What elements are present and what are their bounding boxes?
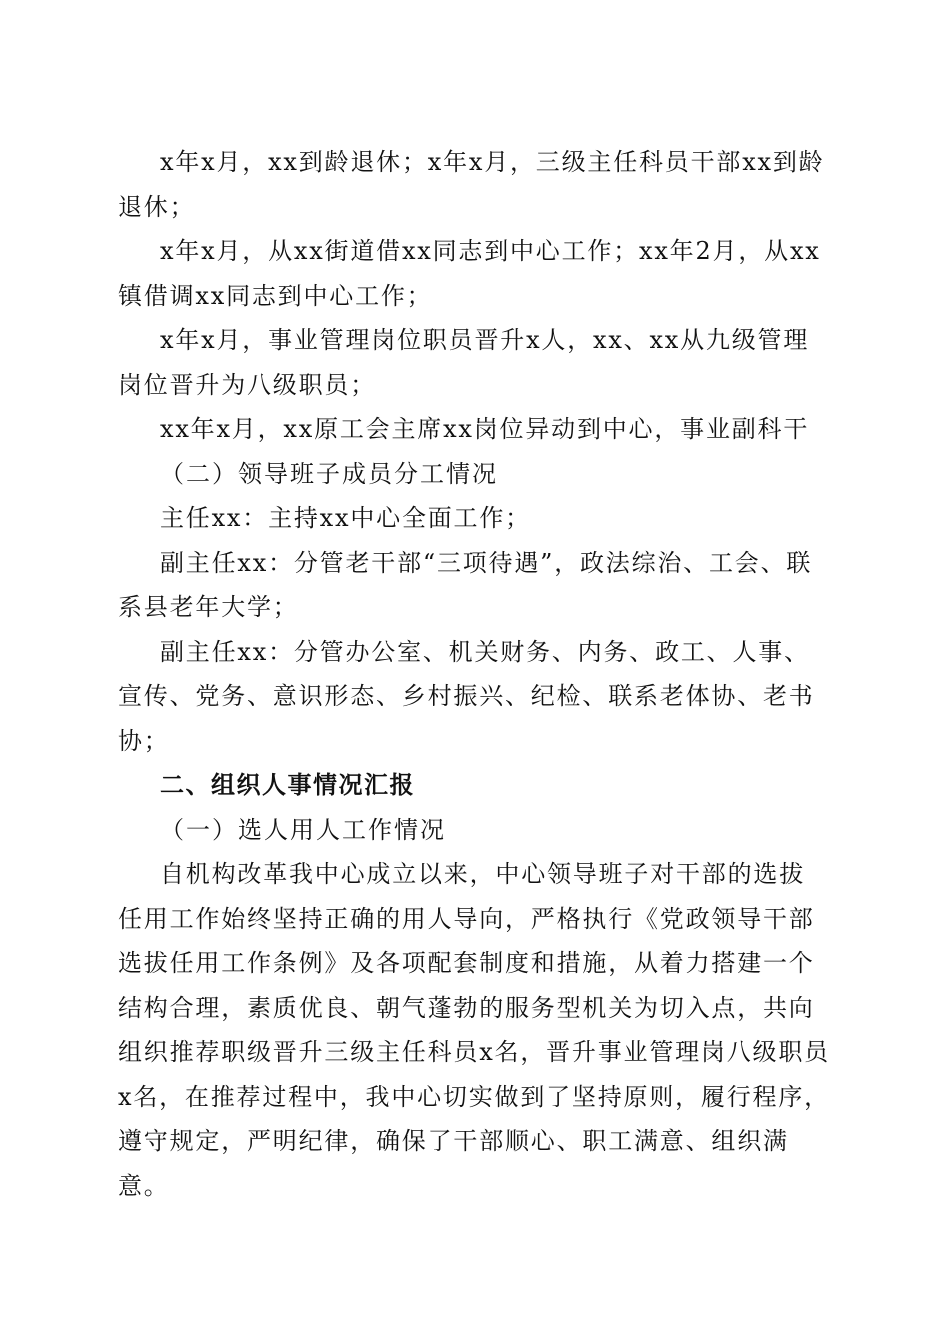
paragraph-deputy-director-1-duties: 副主任xx：分管老干部“三项待遇”，政法综治、工会、联系县老年大学； — [118, 548, 813, 621]
paragraph-secondment: x年x月，从xx街道借xx同志到中心工作；xx年2月，从xx镇借调xx同志到中心工作； — [118, 237, 821, 310]
subheading-selection-appointment: （一）选人用人工作情况 — [160, 815, 446, 844]
paragraph-transfer: xx年x月，xx原工会主席xx岗位异动到中心，事业副科干 — [160, 415, 810, 443]
section-heading-personnel-report: 二、组织人事情况汇报 — [160, 771, 415, 799]
subheading-leadership-division: （二）领导班子成员分工情况 — [160, 459, 498, 488]
paragraph-selection-details: 自机构改革我中心成立以来，中心领导班子对干部的选拔任用工作始终坚持正确的用人导向，严格执行《党政领导干部选拔任用工作条例》及各项配套制度和措施，从着力搭建一个结构合理，素质优良、朝气蓬勃的服务型机关为切入点，共向组织推荐职级晋升三级主任科员x名，晋升事业管理岗八级职员x名，在推荐过程中，我中心切实做到了坚持原则，履行程序，遵守规定，严明纪律，确保了干部顺心、职工满意、组织满意。 — [118, 860, 830, 1200]
paragraph-promotion: x年x月，事业管理岗位职员晋升x人，xx、xx从九级管理岗位晋升为八级职员； — [118, 326, 810, 399]
paragraph-retirement: x年x月，xx到龄退休；x年x月，三级主任科员干部xx到龄退休； — [118, 148, 825, 221]
paragraph-director-duties: 主任xx：主持xx中心全面工作； — [160, 504, 531, 532]
paragraph-deputy-director-2-duties: 副主任xx：分管办公室、机关财务、内务、政工、人事、宣传、党务、意识形态、乡村振兴、纪检、联系老体协、老书协； — [118, 637, 815, 755]
document-body — [118, 140, 830, 1208]
